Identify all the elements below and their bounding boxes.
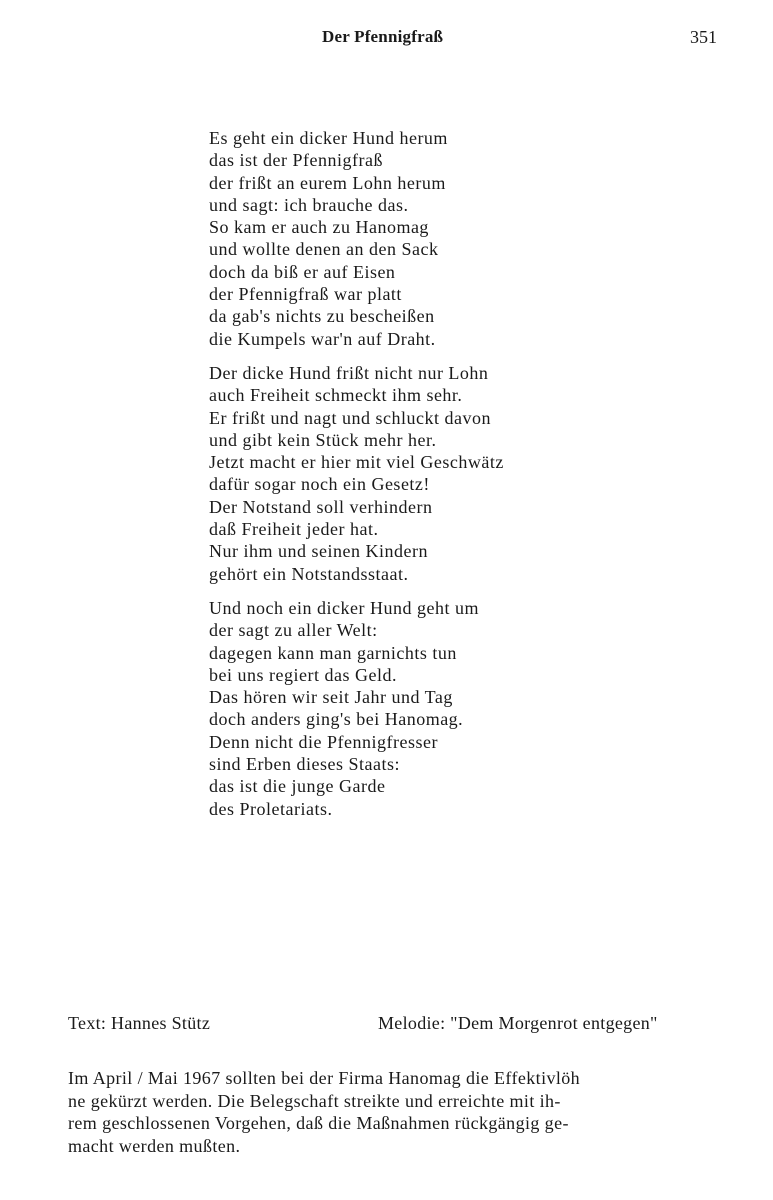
stanza-1 <box>209 127 504 350</box>
poem-line: und sagt: ich brauche das. <box>209 194 409 215</box>
poem-line: und wollte denen an den Sack <box>209 239 439 260</box>
footnote-line: Im April / Mai 1967 sollten bei der Firma Hanomag die Effektivlöh <box>68 1068 581 1088</box>
poem-line: Und noch ein dicker Hund geht um <box>209 597 479 618</box>
poem-line: der sagt zu aller Welt: <box>209 620 378 641</box>
poem-line: sind Erben dieses Staats: <box>209 754 400 775</box>
stanza-2 <box>209 362 504 585</box>
poem <box>209 127 504 832</box>
poem-line: da gab's nichts zu bescheißen <box>209 306 435 327</box>
poem-line: bei uns regiert das Geld. <box>209 664 397 685</box>
poem-line: auch Freiheit schmeckt ihm sehr. <box>209 385 463 406</box>
footnote-line: ne gekürzt werden. Die Belegschaft streikte und erreichte mit ih- <box>68 1090 561 1111</box>
poem-line: Jetzt macht er hier mit viel Geschwätz <box>209 452 504 473</box>
melody-credit: Melodie: "Dem Morgenrot entgegen" <box>378 1013 658 1033</box>
poem-line: der frißt an eurem Lohn herum <box>209 172 446 193</box>
footnote-line: macht werden mußten. <box>68 1135 241 1156</box>
running-header-title: Der Pfennigfraß <box>322 27 444 46</box>
poem-line: und gibt kein Stück mehr her. <box>209 429 437 450</box>
poem-line: die Kumpels war'n auf Draht. <box>209 328 436 349</box>
stanza-3 <box>209 597 504 820</box>
poem-line: Denn nicht die Pfennigfresser <box>209 731 438 752</box>
poem-line: dagegen kann man garnichts tun <box>209 642 457 663</box>
footnote <box>68 1067 723 1157</box>
footnote-line: rem geschlossenen Vorgehen, daß die Maßnahmen rückgängig ge- <box>68 1113 569 1133</box>
poem-line: So kam er auch zu Hanomag <box>209 217 429 238</box>
poem-line: Er frißt und nagt und schluckt davon <box>209 407 491 428</box>
page-number: 351 <box>690 27 717 47</box>
poem-line: das ist die junge Garde <box>209 776 386 797</box>
poem-line: gehört ein Notstandsstaat. <box>209 563 409 584</box>
poem-line: Der dicke Hund frißt nicht nur Lohn <box>209 362 489 383</box>
poem-line: Nur ihm und seinen Kindern <box>209 541 428 562</box>
poem-line: dafür sogar noch ein Gesetz! <box>209 474 430 495</box>
poem-line: der Pfennigfraß war platt <box>209 284 402 305</box>
poem-line: Es geht ein dicker Hund herum <box>209 128 448 148</box>
poem-line: Das hören wir seit Jahr und Tag <box>209 687 453 708</box>
lyricist-credit: Text: Hannes Stütz <box>68 1013 211 1033</box>
poem-line: Der Notstand soll verhindern <box>209 496 433 517</box>
poem-line: doch da biß er auf Eisen <box>209 261 396 282</box>
poem-line: das ist der Pfennigfraß <box>209 150 383 171</box>
poem-line: des Proletariats. <box>209 798 333 819</box>
poem-line: doch anders ging's bei Hanomag. <box>209 709 464 730</box>
poem-line: daß Freiheit jeder hat. <box>209 519 379 540</box>
